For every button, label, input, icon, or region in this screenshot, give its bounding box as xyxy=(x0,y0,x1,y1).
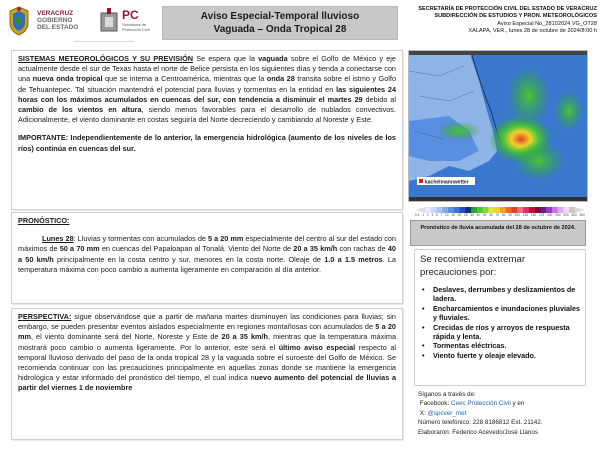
title-line-1: Aviso Especial-Temporal lluvioso xyxy=(200,11,360,22)
outlook-panel xyxy=(11,308,403,440)
colorbar-label: 5 xyxy=(435,213,438,217)
colorbar-label: 3 xyxy=(431,213,434,217)
colorbar-label: 125 xyxy=(522,213,529,217)
colorbar-label: 30 xyxy=(470,213,474,217)
colorbar-label: 1 xyxy=(422,213,424,217)
outlook-text: PERSPECTIVA: sigue observándose que a partir de mañana martes disminuyen las condiciones para lluvias; sin embargo, se pueden presentar eventos aislados especialmente en regiones montañosas con acumulados de 5 a 20 mm, el viento dominante será del Norte, Noreste y Este de 20 a 35 km/h, mientras que la temperatura máxima mostrará poco cambio o aumenta ligeramente. Por lo anterior, este será el último aviso especial respecto al temporal lluvioso derivado del paso de la onda tropical 28 y la vaguada sobre el suroeste del Golfo de México. Se recomienda continuar con las precauciones principalmente en aquellas zonas donde se mantiene la emergencia hidrológica y estar informado del pronóstico del tiempo, el cual indica nuevo aumento del potencial de lluvias a partir del viernes 1 de noviembre xyxy=(18,312,397,393)
colorbar-label: 25 xyxy=(464,213,468,217)
map-caption: Pronóstico de lluvia acumulada del 28 de octubre de 2024. xyxy=(410,220,586,246)
colorbar-label: 50 xyxy=(483,213,487,217)
outlook-heading: PERSPECTIVA: xyxy=(18,312,72,321)
colorbar-label: 400 xyxy=(571,213,577,217)
colorbar-label: 175 xyxy=(538,213,545,217)
forecast-panel xyxy=(11,212,403,304)
notice-id: Aviso Especial No_28102024 VG_OT28 xyxy=(497,20,597,27)
forecast-heading: PRONÓSTICO: xyxy=(18,216,70,225)
colorbar-label: 15 xyxy=(451,213,455,217)
precautions-title: Se recomienda extremar precauciones por: xyxy=(420,254,526,278)
follow-us: Síganos a través de: xyxy=(418,391,476,398)
important-note: IMPORTANTE: Independientemente de lo anterior, la emergencia hidrológica (aumento de los niveles de los ríos) continúa en cuencas del sur. xyxy=(18,133,396,153)
precautions-list xyxy=(420,285,580,360)
title-line-2: Vaguada – Onda Tropical 28 xyxy=(213,24,347,35)
colorbar-label: 40 xyxy=(476,213,481,217)
colorbar-label: 150 xyxy=(530,213,537,217)
precaution-item: • Crecidas de ríos y arroyos de respuesta rápida y lenta. xyxy=(420,323,580,342)
colorbar-label: 500 xyxy=(579,213,585,217)
agency-name: SECRETARÍA DE PROTECCIÓN CIVIL DEL ESTADO DE VERACRUZ xyxy=(418,6,597,12)
kachelmann-logo-icon xyxy=(419,179,423,183)
precaution-item: • Deslaves, derrumbes y deslizamientos de ladera. xyxy=(420,285,580,304)
colorbar-label: 60 xyxy=(489,213,493,217)
veracruz-logo-text: VERACRUZ GOBIERNO DEL ESTADO xyxy=(37,10,79,31)
rainfall-forecast-map xyxy=(408,50,588,202)
agency-subdirection: SUBDIRECCIÓN DE ESTUDIOS Y PRON. METEOROLÓGICOS xyxy=(434,13,597,20)
colorbar-label: 200 xyxy=(547,213,553,217)
logo-divider xyxy=(74,41,134,42)
colorbar-label: 90 xyxy=(508,213,512,217)
colorbar-label: 20 xyxy=(457,213,462,217)
precaution-item: • Tormentas eléctricas. xyxy=(420,341,580,350)
precautions-box xyxy=(414,249,586,386)
forecast-day: Lunes 28 xyxy=(42,234,74,244)
agency-block xyxy=(397,6,597,36)
colorbar-label: 10 xyxy=(445,213,449,217)
place-date: XALAPA, VER., lunes 28 de octubre de 2024/8:00 h xyxy=(468,28,597,35)
colorbar-labels xyxy=(415,213,585,217)
pc-logo-abbr: PC xyxy=(122,8,139,22)
authors: Elaboraron: Federico Acevedo/José Llanos xyxy=(418,428,539,436)
header-logos xyxy=(4,4,164,40)
colorbar-label: 300 xyxy=(563,213,569,217)
colorbar-label: 80 xyxy=(501,213,506,217)
phone-number: Número telefónico: 228 8186812 Ext. 21142. xyxy=(418,419,543,427)
weather-systems-panel xyxy=(11,50,403,210)
protection-civil-emblem-icon xyxy=(99,7,119,35)
pc-logo-subtitle: Secretaría de Protección Civil xyxy=(122,22,150,32)
colorbar-label: 0.1 xyxy=(415,213,420,217)
document-title xyxy=(162,6,398,40)
veracruz-coat-of-arms-icon xyxy=(7,6,31,36)
precaution-item: • Encharcamientos e inundaciones pluviales y fluviales. xyxy=(420,304,580,323)
weather-systems-text: SISTEMAS METEOROLÓGICOS Y SU PREVISIÓN Se espera que la vaguada sobre el Golfo de México y eje actualmente desde el sur de Texas hasta el norte de Belice persista en los siguientes días y tienda a conectarse con una nueva onda tropical que se interna a Centroamérica, mientras que la onda 28 transita sobre el istmo y Golfo de Tehuantepec. Tal situación mantendrá el potencial para lluvias y tormentas en la entidad en las siguientes 24 horas con los máximos acumulados en cuencas del sur, con tendencia a disminuir el martes 29 debido al cambio de los vientos en altura, siendo menos favorables para el desarrollo de nublados convectivos. Adicionalmente, el viento dominante en costas seguiría del Norte decreciendo y cambiando al Noreste y Este. xyxy=(18,54,397,125)
x-link[interactable]: @spcver_met xyxy=(427,409,467,417)
rainfall-map-image xyxy=(409,51,588,202)
weather-systems-heading: SISTEMAS METEOROLÓGICOS Y SU PREVISIÓN xyxy=(18,54,194,63)
colorbar-label: 100 xyxy=(514,213,520,217)
precaution-item: • Viento fuerte y oleaje elevado. xyxy=(420,351,580,360)
colorbar-label: 2 xyxy=(426,213,429,217)
contact-footer: Síganos a través de: Facebook: Ceec Protección Civil y en X: @spcver_met Número telefónico: 228 8186812 Ext. 21142. Elaboraron: Federico Acevedo/José Llanos xyxy=(418,390,598,437)
colorbar-label: 7 xyxy=(440,213,443,217)
map-watermark: kachelmannwetter xyxy=(425,179,469,186)
colorbar-label: 250 xyxy=(555,213,561,217)
facebook-link[interactable]: Ceec Protección Civil xyxy=(450,400,511,408)
colorbar-label: 70 xyxy=(495,213,500,217)
forecast-text: Lunes 28: Lluvias y tormentas con acumulados de 5 a 20 mm especialmente del centro al sur del estado con máximos de 50 a 70 mm en cuencas del Papaloapan al Tonalá. Viento del Norte de 20 a 35 km/h con rachas de 40 a 50 km/h principalmente en la costa centro y sur, menores en la costa norte. Oleaje de 1.0 a 1.5 metros. La temperatura máxima con poco cambio a aumenta ligeramente en comparación al día anterior. xyxy=(18,234,396,274)
